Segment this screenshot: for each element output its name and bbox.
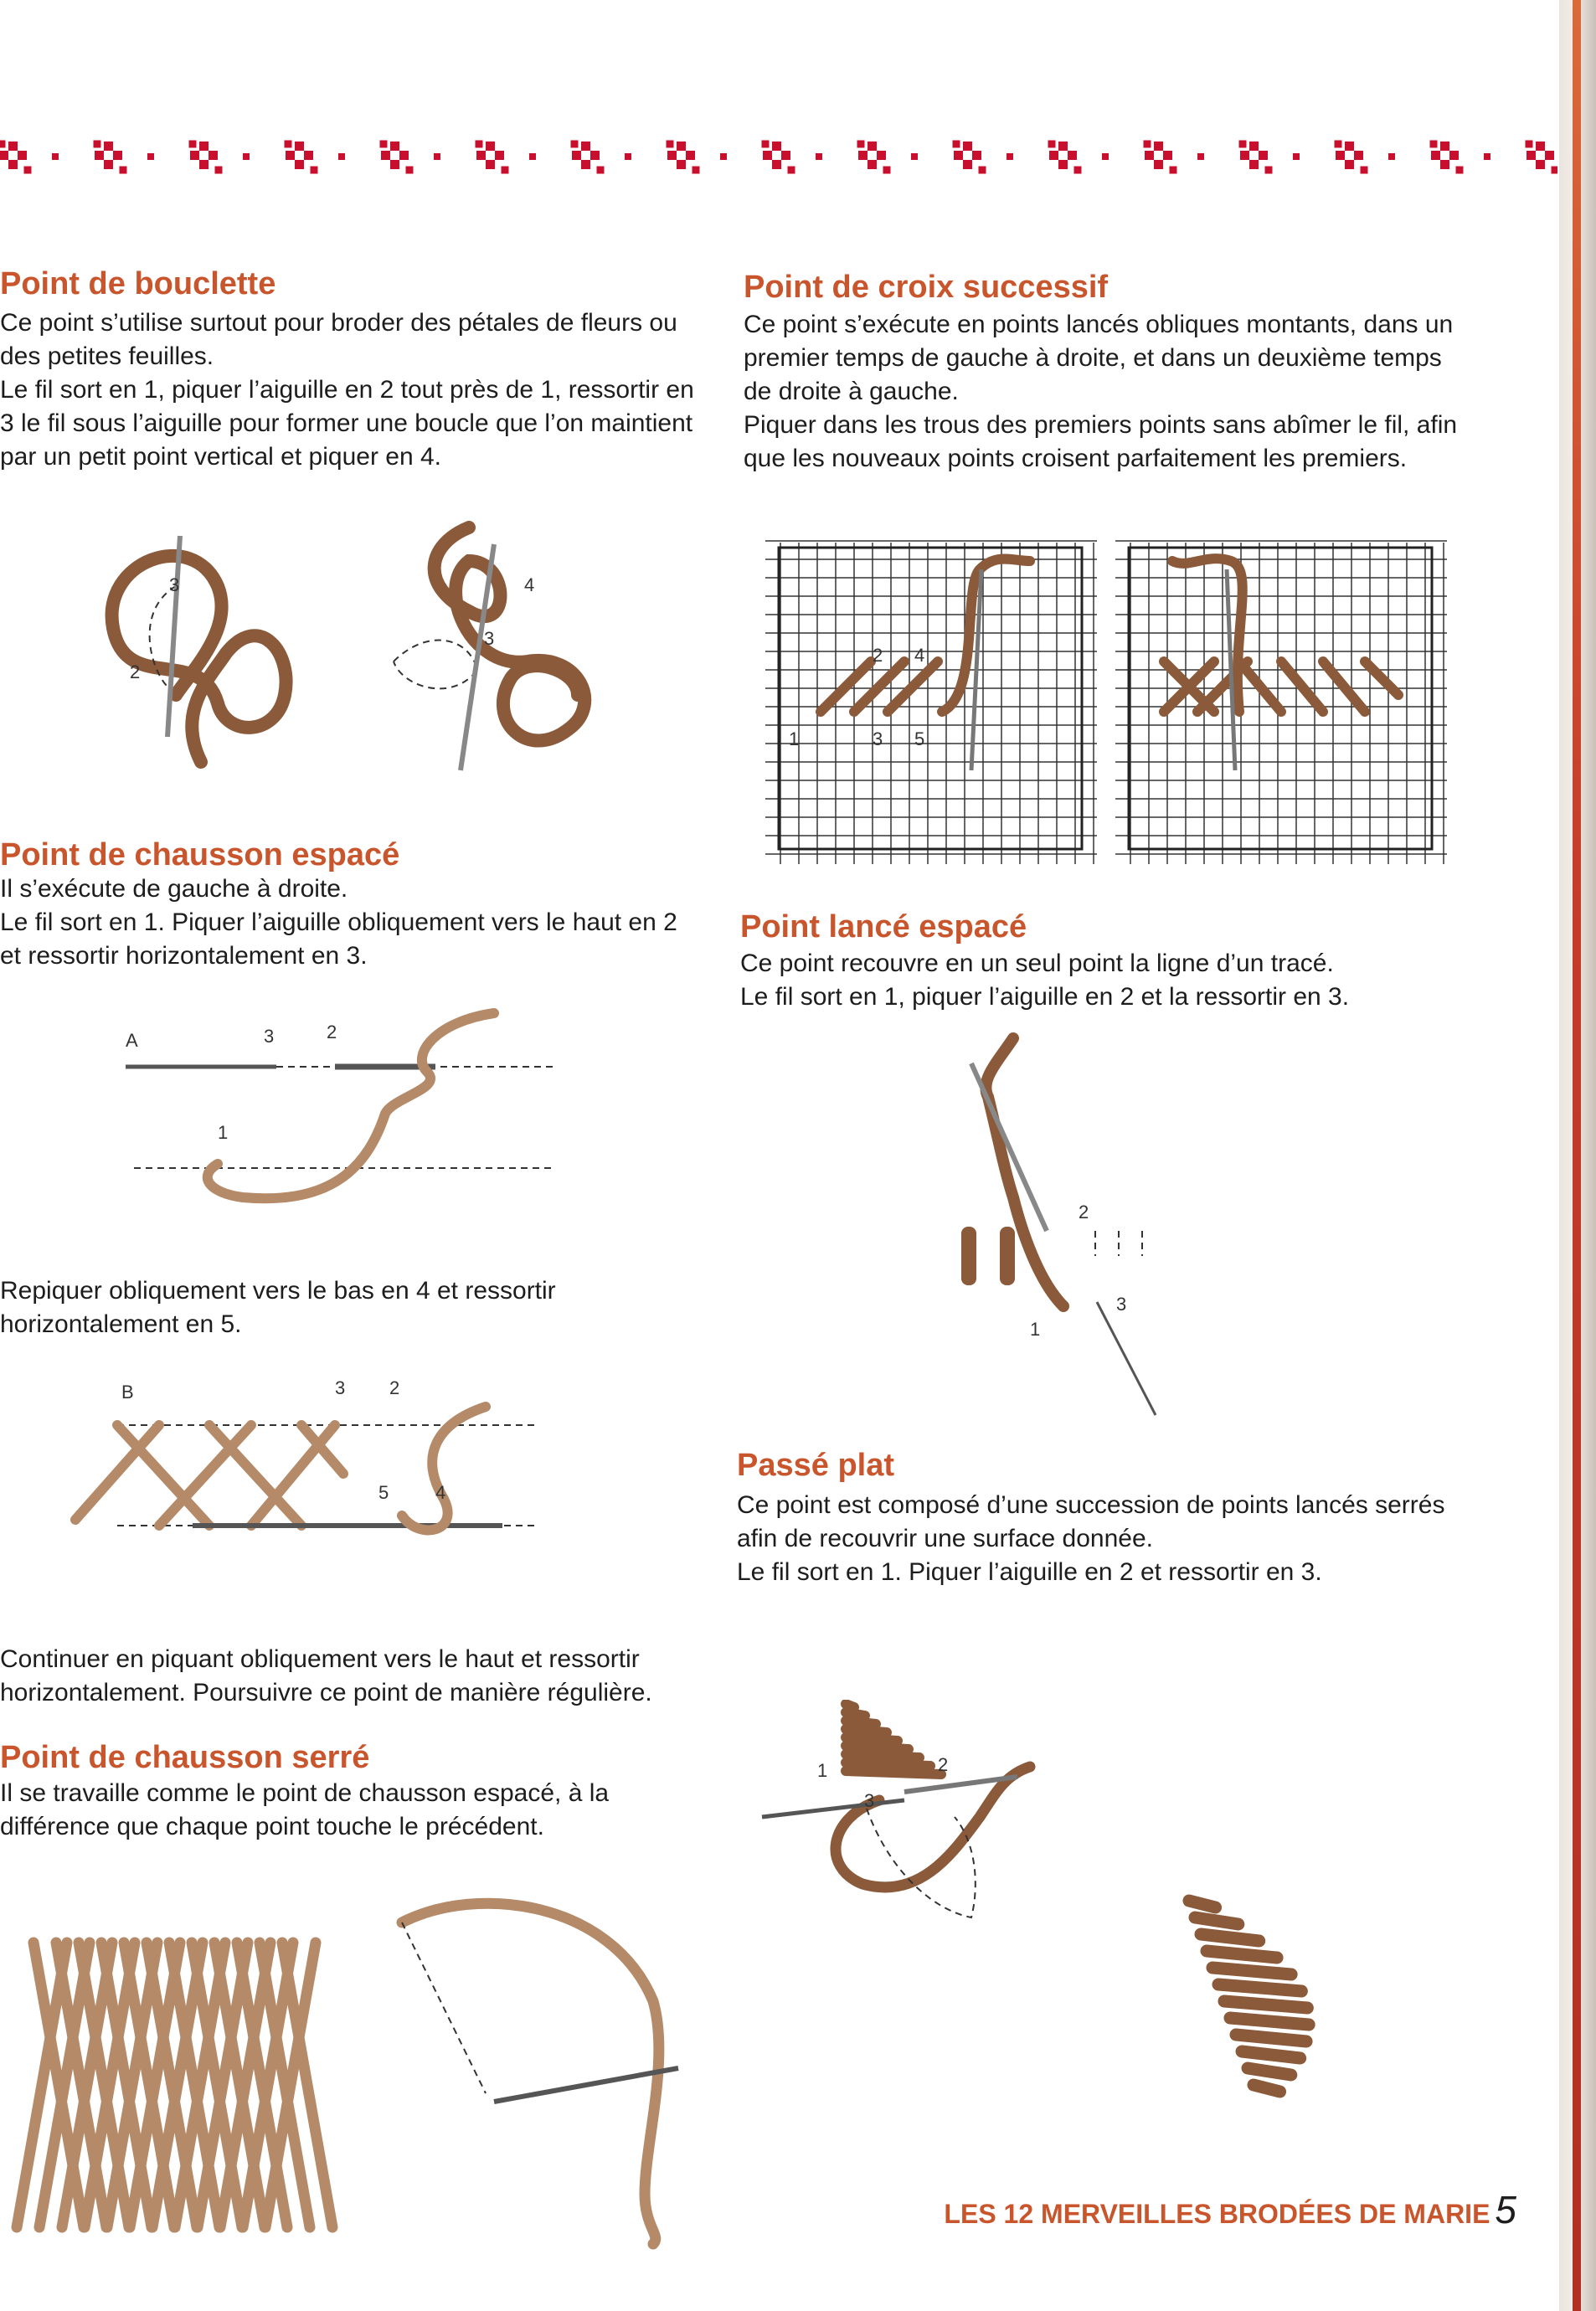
title-passe-plat: Passé plat [737, 1448, 894, 1483]
page-edge-red-band [1573, 0, 1581, 2311]
label-3: 3 [169, 574, 180, 595]
label-2: 2 [873, 645, 883, 666]
label-5: 5 [378, 1482, 389, 1503]
border-motif [285, 141, 318, 174]
border-motif [953, 141, 986, 174]
label-3: 3 [484, 628, 495, 649]
border-dot [529, 153, 536, 160]
label-2: 2 [327, 1022, 337, 1042]
title-point-chausson-espace: Point de chausson espacé [0, 837, 400, 872]
footer-title: LES 12 MERVEILLES BRODÉES DE MARIE [944, 2199, 1490, 2229]
label-1: 1 [1030, 1319, 1041, 1340]
page-number: 5 [1495, 2188, 1516, 2231]
label-3: 3 [335, 1377, 346, 1398]
text-passe-plat: Ce point est composé d’une succession de points lancés serrés afin de recouvrir une surface donnée. Le fil sort en 1. Piquer l’aiguille en 2 et ressortir en 3. [737, 1491, 1445, 1586]
label-B: B [121, 1382, 134, 1403]
label-3: 3 [873, 728, 883, 749]
border-motif [857, 141, 891, 174]
border-motif [380, 141, 414, 174]
bouclette-diagram [75, 511, 645, 787]
croix-successif-diagram [762, 536, 1449, 871]
label-2: 2 [1079, 1202, 1089, 1222]
border-dot [720, 153, 727, 160]
border-motif [1239, 141, 1273, 174]
border-dot [243, 153, 250, 160]
title-point-lance-espace: Point lancé espacé [740, 909, 1027, 944]
border-motif [94, 141, 127, 174]
text-chausson-continuer: Continuer en piquant obliquement vers le haut et ressortir horizontalement. Poursuivre ce point de manière régulière. [0, 1645, 652, 1706]
border-motif [571, 141, 605, 174]
label-2: 2 [938, 1754, 949, 1775]
needle-icon [762, 1800, 904, 1817]
label-4: 4 [524, 574, 535, 595]
lance-espace-diagram [946, 1030, 1197, 1432]
label-2: 2 [130, 661, 141, 682]
border-motif [1144, 141, 1177, 174]
text-point-lance-espace: Ce point recouvre en un seul point la ligne d’un tracé. Le fil sort en 1, piquer l’aiguille en 2 et la ressortir en 3. [740, 950, 1350, 1011]
text-point-chausson-serre: Il se travaille comme le point de chausson espacé, à la différence que chaque point touche le précédent. [0, 1779, 610, 1840]
border-dot [338, 153, 345, 160]
label-3: 3 [864, 1790, 875, 1811]
border-dot [911, 153, 918, 160]
border-dot [434, 153, 440, 160]
cross-stitch-border [0, 126, 1557, 193]
label-1: 1 [789, 728, 800, 749]
border-dot [1102, 153, 1109, 160]
label-1: 1 [218, 1122, 229, 1143]
label-2: 2 [389, 1377, 400, 1398]
border-dot [1388, 153, 1395, 160]
border-motif [667, 141, 700, 174]
border-dot [1293, 153, 1300, 160]
label-3: 3 [1116, 1294, 1127, 1315]
title-point-croix-successif: Point de croix successif [744, 270, 1109, 305]
text-point-croix-successif: Ce point s’exécute en points lancés obliques montants, dans un premier temps de gauche à droite, et dans un deuxième temps de droite à gauche. Piquer dans les trous des premiers points sans abîmer le fil, afin que les nouveaux points croisent parfaitement les premiers. [744, 311, 1458, 472]
border-motif [1335, 141, 1368, 174]
label-4: 4 [914, 645, 925, 666]
border-dot [52, 153, 59, 160]
border-motif [476, 141, 509, 174]
needle-icon [1097, 1302, 1156, 1415]
needle-icon [971, 1063, 1047, 1231]
label-4: 4 [435, 1482, 446, 1503]
border-motif [189, 141, 223, 174]
page-footer [944, 2187, 1516, 2232]
border-dot [1007, 153, 1013, 160]
label-A: A [126, 1030, 138, 1051]
border-motif [1526, 141, 1558, 174]
chausson-espace-diagram-a [117, 996, 569, 1231]
border-motif [762, 141, 795, 174]
border-dot [625, 153, 631, 160]
border-motif [1430, 141, 1464, 174]
passe-plat-finished-leaf [1164, 1892, 1331, 2110]
text-point-chausson-espace: Il s’exécute de gauche à droite. Le fil sort en 1. Piquer l’aiguille obliquement vers le haut en 2 et ressortir horizontalement en 3. [0, 875, 677, 970]
needle-icon [167, 536, 180, 737]
border-dot [816, 153, 822, 160]
border-dot [147, 153, 154, 160]
title-point-chausson-serre: Point de chausson serré [0, 1740, 370, 1775]
title-point-bouclette: Point de bouclette [0, 266, 276, 301]
chausson-serre-diagram [8, 1892, 703, 2252]
border-dot [1484, 153, 1490, 160]
label-5: 5 [914, 728, 925, 749]
chausson-espace-diagram-b [67, 1373, 553, 1566]
border-dot [1197, 153, 1204, 160]
border-motif [1048, 141, 1082, 174]
text-chausson-repiquer: Repiquer obliquement vers le bas en 4 et ressortir horizontalement en 5. [0, 1277, 556, 1338]
text-point-bouclette: Ce point s’utilise surtout pour broder des pétales de fleurs ou des petites feuilles. Le fil sort en 1, piquer l’aiguille en 2 tout près de 1, ressortir en 3 le fil sous l’aiguille pour former une boucle que l’on maintient par un petit point vertical et piquer en 4. [0, 309, 694, 471]
border-motif [0, 141, 32, 174]
label-3: 3 [264, 1026, 275, 1047]
label-1: 1 [817, 1760, 828, 1781]
